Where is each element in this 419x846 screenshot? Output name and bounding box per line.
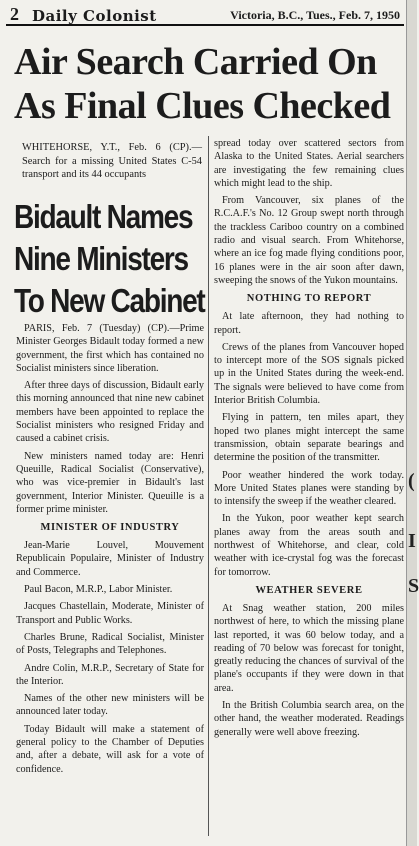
page-number: 2 <box>10 4 19 24</box>
column-divider <box>208 136 209 836</box>
headline-air-search <box>14 40 406 128</box>
masthead <box>6 4 404 26</box>
paper-name: Daily Colonist <box>32 7 157 25</box>
subhead: MINISTER OF INDUSTRY <box>40 522 180 534</box>
paragraph: In the Yukon, poor weather kept search planes away from the areas south and northwest of Whitehorse, and clear, cold weather with ice-crystal fog was the forecast for tomorrow. <box>214 513 404 578</box>
headline-bidault <box>14 196 205 322</box>
headline-line: Bidault Names <box>14 198 193 235</box>
paragraph: Today Bidault will make a statement of general policy to the Chamber of Deputies and, after a debate, will ask for a vote of confidence. <box>16 723 204 775</box>
paragraph: At late afternoon, they had nothing to report. <box>214 311 404 336</box>
paragraph: spread today over scattered sectors from Alaska to the United States. Aerial searchers are investigating the few remaining clues which might lead to the ship. <box>214 138 404 189</box>
headline-line: Nine Ministers <box>14 240 188 277</box>
paragraph: Jacques Chastellain, Moderate, Minister of Transport and Public Works. <box>16 601 204 626</box>
paragraph: After three days of discussion, Bidault early this morning announced that nine new cabinet members have been appointed to replace the Socialist ministers who resigned Friday and caused a cabinet crisis. <box>16 380 204 445</box>
paragraph: PARIS, Feb. 7 (Tuesday) (CP).—Prime Minister Georges Bidault today formed a new government, the first which has contained no Socialist ministers since liberation. <box>16 323 204 374</box>
edge-letter: ( <box>408 470 415 492</box>
bidault-article <box>16 322 204 780</box>
air-search-lead: WHITEHORSE, Y.T., Feb. 6 (CP).—Search for a missing United States C-54 transport and its 44 occupants <box>22 142 202 180</box>
paragraph: Andre Colin, M.R.P., Secretary of State for the Interior. <box>16 662 204 687</box>
paragraph: In the British Columbia search area, on the other hand, the weather moderated. Readings generally were well above freezing. <box>214 699 404 738</box>
subhead: NOTHING TO REPORT <box>246 293 372 305</box>
headline-line: As Final Clues Checked <box>14 85 391 127</box>
paragraph: From Vancouver, six planes of the R.C.A.F.'s No. 12 Group swept north through the trackless Cariboo country on a combined radio and visual search. From Whitehorse, where an ice fog made flying conditions poor, 16 planes were in the air soon after dawn, sweeping the snows of the Yukon mountains. <box>214 195 404 286</box>
edge-letter: I <box>408 530 416 552</box>
subhead: WEATHER SEVERE <box>255 584 363 596</box>
paragraph: New ministers named today are: Henri Queuille, Radical Socialist (Conservative), who was vice-premier in Bidault's last government, Interior Minister. Queuille is a former prime minister. <box>16 450 204 515</box>
air-search-article <box>214 137 404 743</box>
paragraph: Paul Bacon, M.R.P., Labor Minister. <box>24 584 173 596</box>
paragraph: Poor weather hindered the work today. More United States planes were standing by to intensify the sweep if the weather cleared. <box>214 469 404 508</box>
paragraph: Jean-Marie Louvel, Mouvement Republicain Populaire, Minister of Industry and Commerce. <box>16 540 204 578</box>
paragraph: Charles Brune, Radical Socialist, Minister of Posts, Telegraphs and Telephones. <box>16 631 204 657</box>
headline-line: To New Cabinet <box>14 282 205 319</box>
edge-letter: S <box>408 575 419 597</box>
adjacent-page-edge <box>406 0 417 846</box>
paragraph: At Snag weather station, 200 miles northwest of here, to which the missing plane last reported, it was 60 below today, and a reading of 70 below was forecast for tonight, greatly reducing the chances of survival of the plane's occupants if they were down in that area. <box>214 602 404 694</box>
paragraph: Names of the other new ministers will be announced later today. <box>16 693 204 718</box>
paragraph: Crews of the planes from Vancouver hoped to intercept more of the SOS signals picked up in the United States during the week-end. The signals were believed to have come from Interior British Columbia. <box>214 341 404 407</box>
paragraph: Flying in pattern, ten miles apart, they hoped two planes might intercept the same transmission, obtain separate bearings and determine the position of the transmitter. <box>214 412 404 464</box>
dateline: Victoria, B.C., Tues., Feb. 7, 1950 <box>230 8 400 22</box>
headline-line: Air Search Carried On <box>14 41 377 83</box>
